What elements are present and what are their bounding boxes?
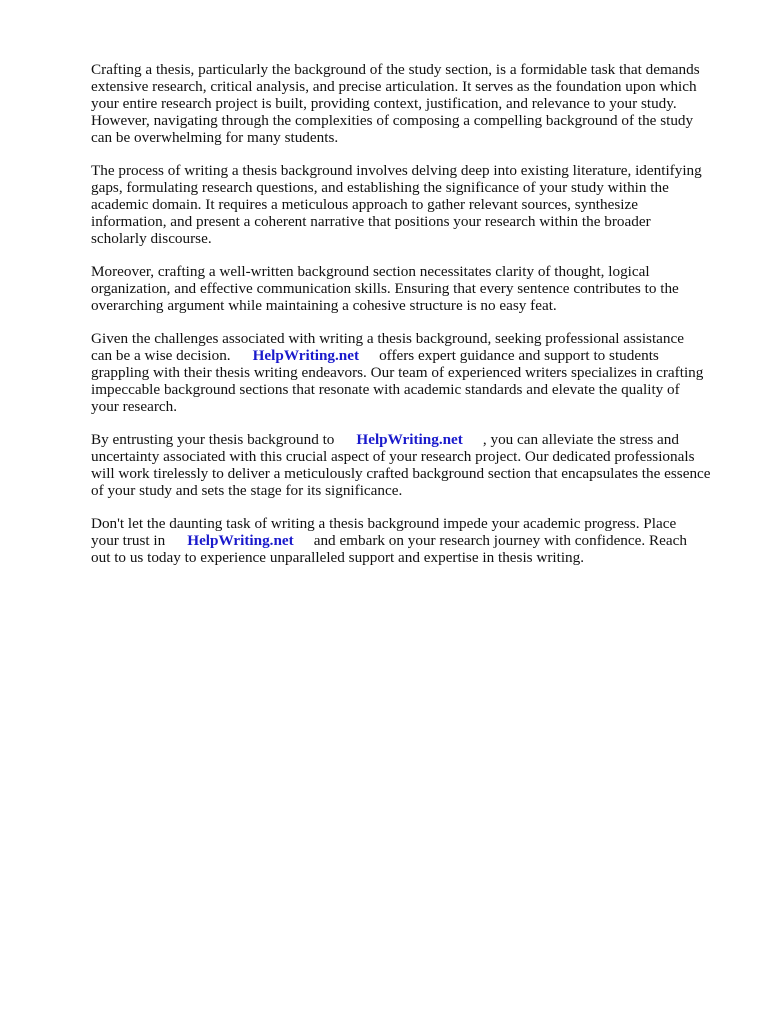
paragraph-process bbox=[91, 162, 727, 247]
text-segment: can be a wise decision. bbox=[91, 347, 231, 364]
text-line bbox=[91, 532, 727, 549]
document-page bbox=[91, 61, 727, 582]
text-line: organization, and effective communication skills. Ensuring that every sentence contributes to the bbox=[91, 280, 679, 297]
helpwriting-link[interactable]: HelpWriting.net bbox=[252, 347, 360, 364]
text-line: your entire research project is built, providing context, justification, and relevance to your study. bbox=[91, 95, 677, 112]
text-line: academic domain. It requires a meticulous approach to gather relevant sources, synthesize bbox=[91, 196, 638, 213]
text-line bbox=[91, 347, 727, 364]
text-segment: and embark on your research journey with confidence. Reach bbox=[313, 532, 687, 549]
text-segment: your trust in bbox=[91, 532, 166, 549]
text-line: grappling with their thesis writing endeavors. Our team of experienced writers specializes in crafting bbox=[91, 364, 704, 381]
text-line: your research. bbox=[91, 398, 178, 415]
text-line: overarching argument while maintaining a cohesive structure is no easy feat. bbox=[91, 297, 557, 314]
text-line: gaps, formulating research questions, and establishing the significance of your study within the bbox=[91, 179, 669, 196]
text-line: extensive research, critical analysis, and precise articulation. It serves as the foundation upon which bbox=[91, 78, 697, 95]
text-line: scholarly discourse. bbox=[91, 230, 212, 247]
text-line: of your study and sets the stage for its significance. bbox=[91, 482, 403, 499]
text-line: Moreover, crafting a well-written background section necessitates clarity of thought, logical bbox=[91, 263, 650, 280]
text-segment: offers expert guidance and support to students bbox=[379, 347, 659, 364]
paragraph-closing bbox=[91, 515, 727, 566]
text-line: Given the challenges associated with writing a thesis background, seeking professional assistance bbox=[91, 330, 684, 347]
text-line: Don't let the daunting task of writing a thesis background impede your academic progress. Place bbox=[91, 515, 677, 532]
text-line: will work tirelessly to deliver a meticulously crafted background section that encapsulates the essence bbox=[91, 465, 711, 482]
text-segment: By entrusting your thesis background to bbox=[91, 431, 335, 448]
text-line: The process of writing a thesis background involves delving deep into existing literature, identifying bbox=[91, 162, 702, 179]
text-line: out to us today to experience unparalleled support and expertise in thesis writing. bbox=[91, 549, 585, 566]
paragraph-intro bbox=[91, 61, 727, 146]
text-line: Crafting a thesis, particularly the background of the study section, is a formidable task that demands bbox=[91, 61, 700, 78]
paragraph-challenges bbox=[91, 330, 727, 415]
helpwriting-link[interactable]: HelpWriting.net bbox=[187, 532, 294, 549]
text-line: However, navigating through the complexities of composing a compelling background of the study bbox=[91, 112, 694, 129]
text-line: uncertainty associated with this crucial aspect of your research project. Our dedicated professionals bbox=[91, 448, 695, 465]
paragraph-entrusting bbox=[91, 431, 727, 499]
text-line bbox=[91, 431, 727, 448]
text-line: impeccable background sections that resonate with academic standards and elevate the quality of bbox=[91, 381, 680, 398]
text-line: information, and present a coherent narrative that positions your research within the broader bbox=[91, 213, 651, 230]
helpwriting-link[interactable]: HelpWriting.net bbox=[356, 431, 463, 448]
paragraph-moreover bbox=[91, 263, 727, 314]
text-segment: , you can alleviate the stress and bbox=[482, 431, 679, 448]
text-line: can be overwhelming for many students. bbox=[91, 129, 339, 146]
